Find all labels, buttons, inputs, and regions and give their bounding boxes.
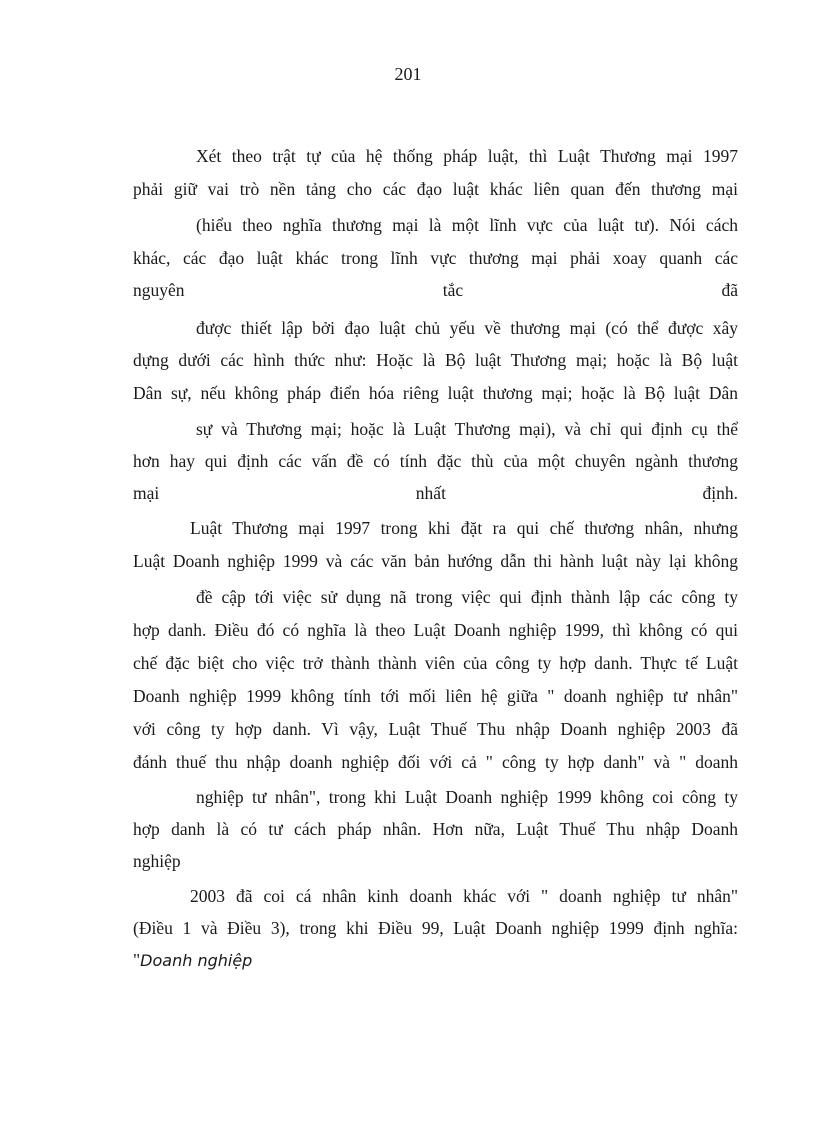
text-line: (hiểu theo nghĩa thương mại là một lĩnh vực của luật tư). Nói cách [196, 215, 738, 235]
text-line: nghiệp [133, 851, 181, 871]
text-line: 2003 đã coi cá nhân kinh doanh khác với " doanh nghiệp tư nhân" [190, 886, 738, 906]
text-line: sự và Thương mại; hoặc là Luật Thương mại), và chỉ qui định cụ thể [196, 419, 738, 439]
text-line: chế đặc biệt cho việc trở thành thành viên của công ty hợp danh. Thực tế Luật [133, 653, 738, 673]
text-line: đề cập tới việc sử dụng nã trong việc qui định thành lập các công ty [196, 587, 738, 607]
text-line: Doanh nghiệp 1999 không tính tới mối liên hệ giữa " doanh nghiệp tư nhân" [133, 686, 738, 706]
text-line: hợp danh là có tư cách pháp nhân. Hơn nữa, Luật Thuế Thu nhập Doanh [133, 819, 738, 839]
italic-term: Doanh nghiệp [140, 951, 253, 970]
quote-mark: " [133, 950, 141, 970]
word: mại [133, 483, 160, 503]
word: nguyên [133, 280, 185, 300]
text-line [133, 483, 738, 504]
text-line: với công ty hợp danh. Vì vậy, Luật Thuế Thu nhập Doanh nghiệp 2003 đã [133, 719, 738, 739]
text-line: Xét theo trật tự của hệ thống pháp luật, thì Luật Thương mại 1997 [196, 146, 738, 166]
text-line [133, 950, 252, 971]
page-number: 201 [394, 64, 422, 84]
text-line: (Điều 1 và Điều 3), trong khi Điều 99, Luật Doanh nghiệp 1999 định nghĩa: [133, 918, 738, 938]
word: đã [721, 280, 738, 300]
text-line: Luật Doanh nghiệp 1999 và các văn bản hướng dẫn thi hành luật này lại không [133, 551, 738, 571]
text-line: Luật Thương mại 1997 trong khi đặt ra qui chế thương nhân, nhưng [190, 518, 738, 538]
text-line: nghiệp tư nhân", trong khi Luật Doanh nghiệp 1999 không coi công ty [196, 787, 738, 807]
word: tắc [442, 280, 464, 300]
text-line: đánh thuế thu nhập doanh nghiệp đối với cả " công ty hợp danh" và " doanh [133, 752, 738, 772]
text-line [133, 280, 738, 301]
text-line: phải giữ vai trò nền tảng cho các đạo luật khác liên quan đến thương mại [133, 179, 738, 199]
text-line: khác, các đạo luật khác trong lĩnh vực thương mại phải xoay quanh các [133, 248, 738, 268]
text-line: được thiết lập bởi đạo luật chủ yếu về thương mại (có thể được xây [196, 318, 738, 338]
text-line: dựng dưới các hình thức như: Hoặc là Bộ luật Thương mại; hoặc là Bộ luật [133, 350, 738, 370]
text-line: Dân sự, nếu không pháp điển hóa riêng luật thương mại; hoặc là Bộ luật Dân [133, 383, 738, 403]
text-line: hơn hay qui định các vấn đề có tính đặc thù của một chuyên ngành thương [133, 451, 738, 471]
text-line: hợp danh. Điều đó có nghĩa là theo Luật Doanh nghiệp 1999, thì không có qui [133, 620, 738, 640]
word: nhất [415, 483, 446, 503]
word: định. [702, 483, 738, 503]
